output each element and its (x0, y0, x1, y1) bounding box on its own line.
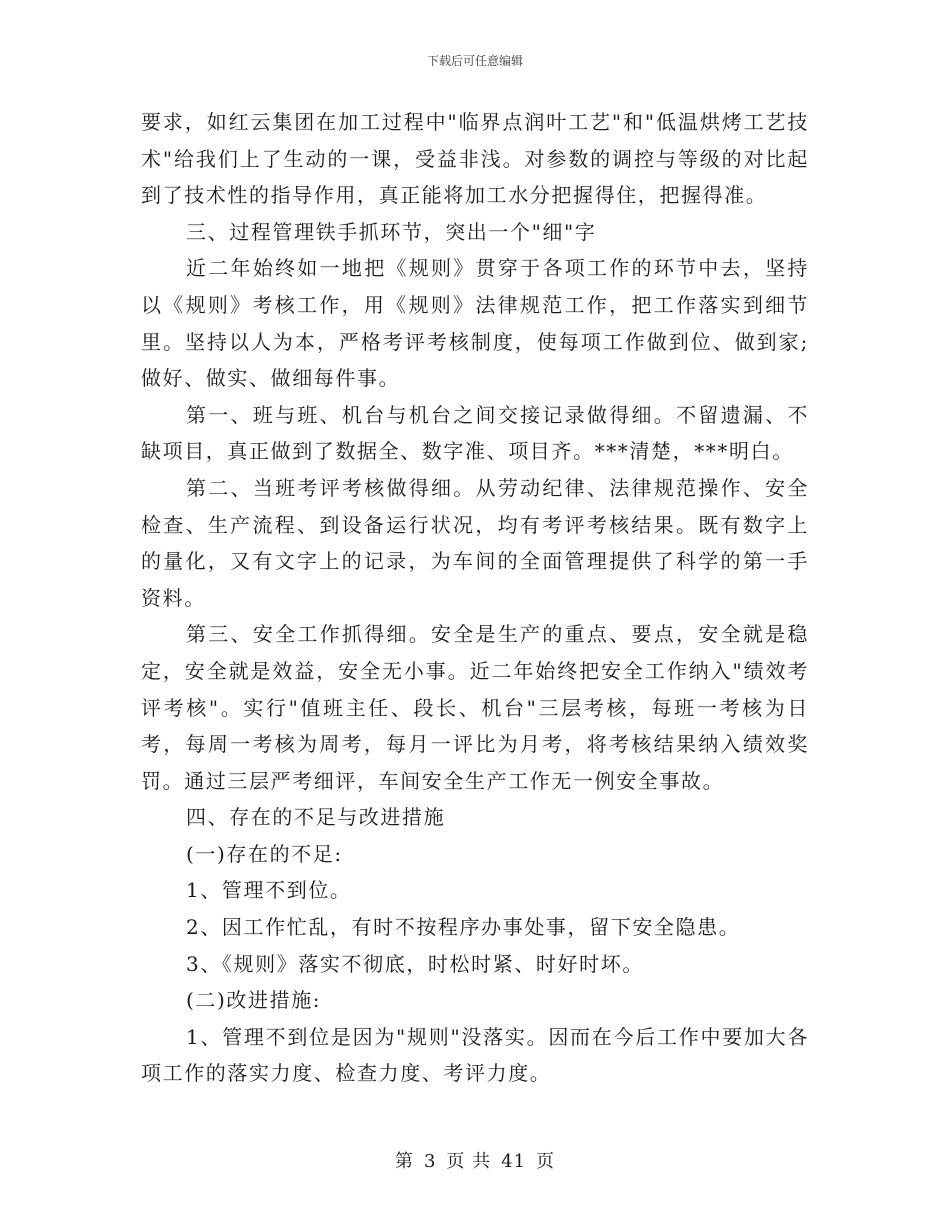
paragraph: 第三、安全工作抓得细。安全是生产的重点、要点，安全就是稳定，安全就是效益，安全无小事。近二年始终把安全工作纳入"绩效考评考核"。实行"值班主任、段长、机台"三层考核，每班一考核为日考，每周一考核为周考，每月一评比为月考，将考核结果纳入绩效奖罚。通过三层严考细评，车间安全生产工作无一例安全事故。 (141, 622, 809, 793)
section-heading: 三、过程管理铁手抓环节，突出一个"细"字 (186, 219, 597, 244)
footer-suffix: 页 (536, 1151, 556, 1172)
footer-prefix: 第 (394, 1151, 414, 1172)
paragraph: 第一、班与班、机台与机台之间交接记录做得细。不留遗漏、不缺项目，真正做到了数据全、数字准、项目齐。***清楚，***明白。 (141, 402, 809, 464)
page-header: 下载后可任意编辑 (426, 54, 523, 68)
list-item: 2、因工作忙乱，有时不按程序办事处事，留下安全隐患。 (186, 915, 741, 940)
list-item: 1、管理不到位是因为"规则"没落实。因而在今后工作中要加大各项工作的落实力度、检查力度、考评力度。 (141, 1024, 809, 1086)
paragraph: 近二年始终如一地把《规则》贯穿于各项工作的环节中去，坚持以《规则》考核工作，用《规则》法律规范工作，把工作落实到细节里。坚持以人为本，严格考评考核制度，使每项工作做到位、做到家;做好、做实、做细每件事。 (141, 256, 809, 391)
footer-middle: 页 共 (446, 1151, 492, 1172)
paragraph: 要求，如红云集团在加工过程中"临界点润叶工艺"和"低温烘烤工艺技术"给我们上了生动的一课，受益非浅。对参数的调控与等级的对比起到了技术性的指导作用，真正能将加工水分把握得住，把握得准。 (141, 110, 809, 208)
paragraph: 第二、当班考评考核做得细。从劳动纪律、法律规范操作、安全检查、生产流程、到设备运行状况，均有考评考核结果。既有数字上的量化，又有文字上的记录，为车间的全面管理提供了科学的第一手资料。 (141, 475, 809, 610)
section-heading: 四、存在的不足与改进措施 (186, 805, 446, 830)
subsection-heading: (二)改进措施: (186, 988, 322, 1013)
total-pages-number: 41 (501, 1151, 527, 1172)
subsection-heading: (一)存在的不足: (186, 841, 343, 866)
list-item: 3、《规则》落实不彻底，时松时紧、时好时坏。 (186, 951, 644, 976)
page-footer (0, 1150, 950, 1174)
document-body (141, 104, 809, 1092)
current-page-number: 3 (423, 1151, 437, 1172)
list-item: 1、管理不到位。 (186, 878, 352, 903)
